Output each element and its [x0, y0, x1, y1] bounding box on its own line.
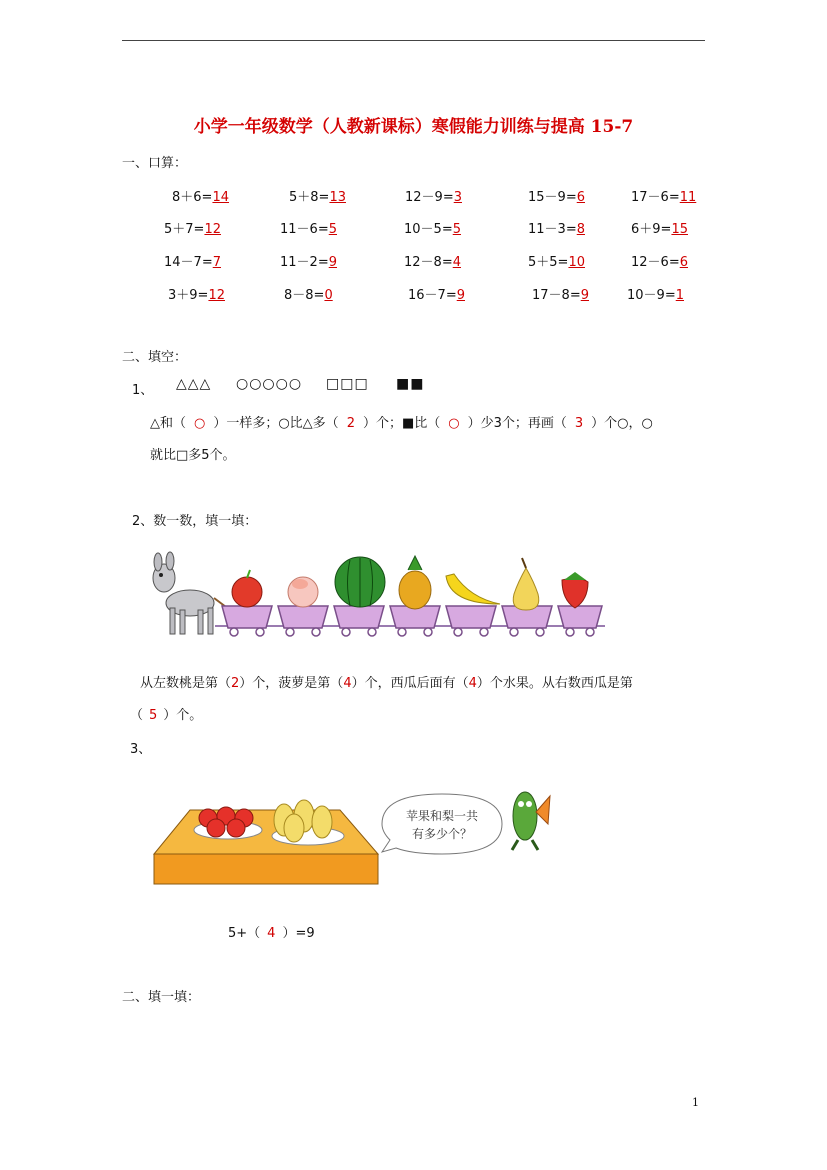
arithmetic-answer: 9	[580, 288, 589, 303]
pear-icon	[513, 558, 539, 610]
arithmetic-answer: 6	[679, 255, 688, 270]
q2-line2: （ 5 ）个。	[130, 708, 203, 723]
arithmetic-answer: 0	[324, 288, 333, 303]
arithmetic-answer: 12	[204, 222, 221, 237]
arithmetic-question: 12－6=	[631, 255, 680, 270]
banana-icon	[446, 574, 500, 604]
arithmetic-item	[284, 284, 333, 303]
watermelon-icon	[335, 557, 385, 607]
bean-character-icon	[512, 792, 550, 850]
q2-heading: 2、数一数，填一填：	[132, 514, 258, 529]
arithmetic-item	[289, 186, 346, 205]
q3-answer: 4	[267, 926, 276, 941]
arithmetic-question: 11－3=	[528, 222, 577, 237]
q2-answer-2: 4	[343, 676, 352, 691]
q2-answer-1: 2	[231, 676, 240, 691]
bubble-line2: 有多少个？	[411, 827, 473, 841]
arithmetic-question: 3＋9=	[168, 288, 209, 303]
arithmetic-item	[528, 186, 585, 205]
q1-answer-3: ○	[448, 416, 460, 431]
triangles-group: △△△	[176, 376, 212, 392]
arithmetic-answer: 7	[212, 255, 221, 270]
donkey-fruit-train-illustration	[150, 548, 610, 648]
q1-number: 1、	[132, 383, 154, 398]
q1-answer-4: 3	[574, 416, 584, 431]
arithmetic-answer: 9	[456, 288, 465, 303]
arithmetic-answer: 12	[208, 288, 225, 303]
strawberry-icon	[562, 572, 588, 608]
page-title: 小学一年级数学（人教新课标）寒假能力训练与提高 15-7	[193, 117, 634, 137]
arithmetic-question: 5＋7=	[164, 222, 205, 237]
arithmetic-item	[528, 218, 585, 237]
arithmetic-question: 8－8=	[284, 288, 325, 303]
bubble-line1: 苹果和梨一共	[405, 809, 479, 823]
q2-line1: 从左数桃是第（2）个，菠萝是第（4）个，西瓜后面有（4）个水果。从右数西瓜是第	[140, 676, 633, 691]
arithmetic-item	[627, 284, 684, 303]
arithmetic-answer: 3	[453, 190, 462, 205]
arithmetic-item	[631, 251, 688, 270]
arithmetic-item	[631, 218, 688, 237]
arithmetic-item	[280, 218, 337, 237]
arithmetic-question: 14－7=	[164, 255, 213, 270]
q2-answer-4: 5	[149, 708, 158, 723]
arithmetic-item	[532, 284, 589, 303]
arithmetic-question: 10－9=	[627, 288, 676, 303]
arithmetic-answer: 14	[212, 190, 229, 205]
page-number: 1	[692, 1096, 699, 1109]
arithmetic-question: 17－6=	[631, 190, 680, 205]
circles-group: ○○○○○	[236, 376, 303, 392]
section1-heading: 一、口算：	[122, 156, 188, 171]
q1-line1: △和（ ○ ）一样多；○比△多（ 2 ）个；■比（ ○ ）少3个；再画（ 3 ）个○，○	[150, 416, 653, 431]
section2-heading: 二、填空：	[122, 350, 188, 365]
arithmetic-question: 17－8=	[532, 288, 581, 303]
arithmetic-answer: 5	[328, 222, 337, 237]
arithmetic-question: 5＋8=	[289, 190, 330, 205]
arithmetic-question: 10－5=	[404, 222, 453, 237]
arithmetic-answer: 4	[452, 255, 461, 270]
arithmetic-answer: 8	[576, 222, 585, 237]
q2-answer-3: 4	[468, 676, 477, 691]
arithmetic-item	[405, 186, 462, 205]
donkey-icon	[153, 552, 230, 634]
arithmetic-question: 5＋5=	[528, 255, 569, 270]
arithmetic-item	[172, 186, 229, 205]
peach-icon	[288, 577, 318, 607]
arithmetic-item	[528, 251, 585, 270]
arithmetic-answer: 1	[675, 288, 684, 303]
squares-group: □□□	[326, 376, 369, 392]
arithmetic-answer: 6	[576, 190, 585, 205]
q3-equation: 5+（ 4 ）=9	[228, 926, 315, 941]
arithmetic-question: 16－7=	[408, 288, 457, 303]
header-rule	[122, 40, 705, 41]
pineapple-icon	[399, 556, 431, 609]
filled-squares-group: ■■	[396, 376, 425, 392]
section3-heading: 二、填一填：	[122, 990, 201, 1005]
arithmetic-answer: 15	[671, 222, 688, 237]
arithmetic-item	[408, 284, 465, 303]
q1-line2: 就比□多5个。	[150, 448, 236, 463]
arithmetic-item	[404, 218, 461, 237]
arithmetic-answer: 13	[329, 190, 346, 205]
arithmetic-question: 11－6=	[280, 222, 329, 237]
arithmetic-question: 6＋9=	[631, 222, 672, 237]
arithmetic-item	[631, 186, 696, 205]
q3-number: 3、	[130, 742, 152, 757]
arithmetic-question: 8＋6=	[172, 190, 213, 205]
arithmetic-question: 11－2=	[280, 255, 329, 270]
q1-answer-1: ○	[194, 416, 206, 431]
arithmetic-item	[164, 251, 221, 270]
arithmetic-question: 12－8=	[404, 255, 453, 270]
arithmetic-answer: 9	[328, 255, 337, 270]
arithmetic-item	[164, 218, 221, 237]
q1-answer-2: 2	[346, 416, 355, 431]
arithmetic-answer: 5	[452, 222, 461, 237]
arithmetic-item	[168, 284, 225, 303]
arithmetic-answer: 11	[679, 190, 697, 205]
arithmetic-item	[404, 251, 461, 270]
apple-icon	[232, 570, 262, 607]
arithmetic-question: 12－9=	[405, 190, 454, 205]
arithmetic-question: 15－9=	[528, 190, 577, 205]
arithmetic-answer: 10	[568, 255, 585, 270]
fruit-table-illustration	[150, 772, 560, 890]
arithmetic-item	[280, 251, 337, 270]
